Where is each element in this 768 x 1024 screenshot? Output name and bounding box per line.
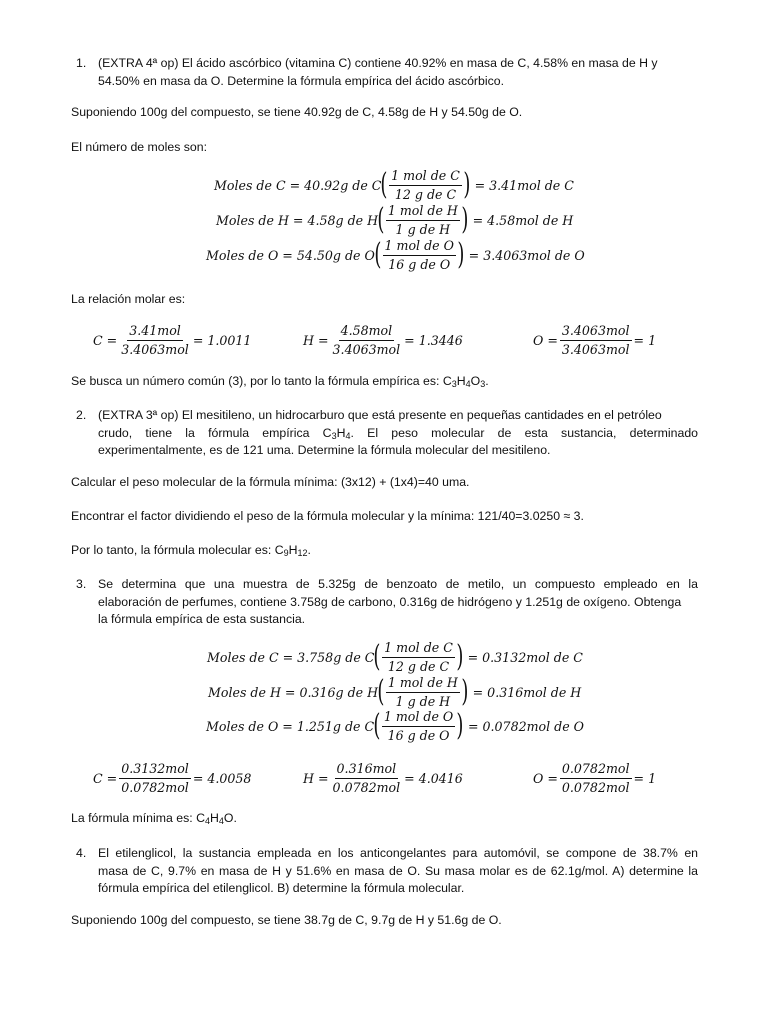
problem-3-line-2: elaboración de perfumes, contiene 3.758g de carbono, 0.316g de hidrógeno y 1.251g de oxígeno. Obtenga [98, 594, 682, 609]
ratio-fraction [119, 323, 191, 357]
problem-2-line-2: crudo, tiene la fórmula empírica $C_3H_4$. El peso molecular de esta sustancia, determinado [98, 425, 698, 441]
problem-2-number: 2. [76, 408, 87, 422]
problem-2-statement [98, 407, 698, 460]
ratio-rhs: = 1.3446 [404, 332, 463, 348]
problem-2-factor: Encontrar el factor dividiendo el peso de la fórmula molecular y la mínima: 121/40=3.0250 ≈ 3. [71, 509, 584, 523]
ratio-numerator: 3.4063mol [560, 323, 632, 341]
ratio-numerator: 3.41mol [127, 323, 183, 341]
problem-4-assumption: Suponiendo 100g del compuesto, se tiene 38.7g de C, 9.7g de H y 51.6g de O. [71, 913, 502, 927]
minimal-formula: $C_4H_4O$. [196, 811, 237, 826]
eq-denominator: 16 g de O [388, 257, 451, 272]
problem-4-statement [98, 845, 698, 898]
p1-moles-equation-o: Moles de O = 54.50g de O ( $\frac{\text{1 mol de O}}{\text{16 g de O}}$ ) = 3.4063mol de O [206, 237, 585, 272]
ratio-denominator: 3.4063mol [121, 342, 189, 357]
eq-denominator: 1 g de H [395, 222, 451, 237]
conclusion-text: Por lo tanto, la fórmula molecular es: [71, 543, 275, 557]
empirical-formula: $C_3H_4O_3$. [442, 374, 489, 389]
p1-ratio-o [533, 323, 656, 357]
problem-1-ratio-intro: La relación molar es: [71, 292, 186, 306]
eq-lhs: Moles de H = 4.58g de H [216, 212, 379, 228]
p3-ratio-c [93, 761, 251, 795]
ratio-fraction [560, 323, 632, 357]
p1-ratio-h [303, 323, 463, 357]
problem-1-moles-intro: El número de moles son: [71, 140, 208, 154]
ratio-rhs: = 1.0011 [192, 332, 252, 348]
problem-2-conclusion [71, 542, 311, 560]
problem-4-line-2: masa de C, 9.7% en masa de H y 51.6% en masa de O. Su masa molar es de 62.1g/mol. A) determine la [98, 863, 698, 878]
problem-1-line-1: (EXTRA 4ª op) El ácido ascórbico (vitamina C) contiene 40.92% en masa de C, 4.58% en masa de H y [98, 56, 658, 70]
eq-rhs: = 0.316mol de H [472, 684, 582, 700]
eq-numerator: 1 mol de H [386, 675, 460, 693]
molecular-formula: $C_9H_{12}$. [274, 543, 311, 558]
ratio-rhs: = 4.0416 [404, 770, 463, 786]
p3-moles-equation-h: Moles de H = 0.316g de H ( $\frac{\text{1 mol de H}}{\text{1 g de H}}$ ) = 0.316mol de H [208, 674, 582, 709]
conclusion-text: Se busca un número común (3), por lo tanto la fórmula empírica es: [71, 374, 443, 388]
eq-lhs: Moles de O = 54.50g de O [206, 247, 375, 263]
eq-numerator: 1 mol de H [386, 203, 460, 221]
eq-rhs: = 0.0782mol de O [467, 718, 584, 734]
p1-moles-equation-h: Moles de H = 4.58g de H ( $\frac{\text{1 mol de H}}{\text{1 g de H}}$ ) = 4.58mol de H [216, 202, 574, 237]
ratio-numerator: 0.0782mol [560, 761, 632, 779]
problem-1-assumption: Suponiendo 100g del compuesto, se tiene 40.92g de C, 4.58g de H y 54.50g de O. [71, 105, 523, 119]
problem-3-line-1: Se determina que una muestra de 5.325g de benzoato de metilo, un compuesto empleado en la [98, 577, 698, 591]
eq-fraction [386, 203, 460, 237]
eq-denominator: 16 g de O [387, 728, 450, 743]
eq-lhs: Moles de O = 1.251g de C [206, 718, 375, 734]
ratio-denominator: 0.0782mol [121, 780, 189, 795]
eq-numerator: 1 mol de O [383, 238, 456, 256]
ratio-fraction [119, 761, 191, 795]
problem-3-statement [98, 576, 698, 629]
eq-numerator: 1 mol de C [389, 168, 462, 186]
problem-1-statement [98, 55, 698, 90]
eq-fraction [386, 675, 460, 709]
ratio-fraction [331, 323, 403, 357]
ratio-lhs: H = [303, 332, 329, 348]
eq-denominator: 1 g de H [395, 694, 451, 709]
problem-3-number: 3. [76, 577, 87, 591]
p3-moles-equation-c: Moles de C = 3.758g de C ( $\frac{\text{1 mol de C}}{\text{12 g de C}}$ ) = 0.3132mol de C [207, 639, 583, 674]
ratio-rhs: = 4.0058 [192, 770, 252, 786]
problem-1-number: 1. [76, 56, 87, 70]
eq-fraction [382, 640, 455, 674]
eq-rhs: = 3.4063mol de O [468, 247, 585, 263]
p1-ratio-c [93, 323, 251, 357]
problem-2-calculation: Calcular el peso molecular de la fórmula mínima: (3x12) + (1x4)=40 uma. [71, 475, 470, 489]
ratio-lhs: O = [533, 770, 558, 786]
problem-4-line-3: fórmula empírica del etilenglicol. B) determine la fórmula molecular. [98, 881, 465, 895]
ratio-rhs: = 1 [633, 770, 657, 786]
eq-lhs: Moles de C = 3.758g de C [207, 649, 375, 665]
ratio-lhs: H = [303, 770, 329, 786]
eq-fraction [382, 709, 455, 743]
problem-4-number: 4. [76, 846, 87, 860]
eq-denominator: 12 g de C [387, 659, 450, 674]
eq-numerator: 1 mol de O [382, 709, 455, 727]
eq-denominator: 12 g de C [394, 187, 457, 202]
eq-fraction [389, 168, 462, 202]
eq-lhs: Moles de H = 0.316g de H [208, 684, 379, 700]
eq-lhs: Moles de C = 40.92g de C [214, 177, 382, 193]
eq-rhs: = 0.3132mol de C [467, 649, 583, 665]
ratio-numerator: 0.316mol [335, 761, 399, 779]
problem-3-conclusion [71, 810, 237, 828]
p3-ratio-h [303, 761, 463, 795]
problem-1-line-2: 54.50% en masa da O. Determine la fórmula empírica del ácido ascórbico. [98, 73, 504, 88]
ratio-denominator: 0.0782mol [332, 780, 401, 795]
ratio-denominator: 3.4063mol [332, 342, 401, 357]
p1-moles-equation-c: Moles de C = 40.92g de C ( $\frac{\text{1 mol de C}}{\text{12 g de C}}$ ) = 3.41mol de C [214, 167, 574, 202]
ratio-denominator: 0.0782mol [561, 780, 630, 795]
problem-2-line-1: (EXTRA 3ª op) El mesitileno, un hidrocarburo que está presente en pequeñas cantidades en el petróleo [98, 408, 662, 422]
ratio-numerator: 0.3132mol [119, 761, 191, 779]
p3-moles-equation-o: Moles de O = 1.251g de C ( $\frac{\text{1 mol de O}}{\text{16 g de O}}$ ) = 0.0782mol de O [206, 708, 584, 743]
problem-4-line-1: El etilenglicol, la sustancia empleada en los anticongelantes para automóvil, se compone de 38.7% en [98, 846, 698, 860]
eq-rhs: = 3.41mol de C [474, 177, 574, 193]
eq-numerator: 1 mol de C [382, 640, 455, 658]
ratio-lhs: O = [533, 332, 558, 348]
p3-ratio-o [533, 761, 656, 795]
problem-1-conclusion [71, 373, 489, 391]
ratio-fraction [560, 761, 632, 795]
ratio-fraction [331, 761, 403, 795]
ratio-lhs: C = [93, 770, 118, 786]
eq-rhs: = 4.58mol de H [472, 212, 574, 228]
ratio-denominator: 3.4063mol [561, 342, 630, 357]
problem-3-line-3: la fórmula empírica de esta sustancia. [98, 612, 306, 626]
ratio-rhs: = 1 [633, 332, 657, 348]
problem-2-line-3: experimentalmente, es de 121 uma. Determine la fórmula molecular del mesitileno. [98, 443, 551, 457]
eq-fraction [383, 238, 456, 272]
conclusion-text: La fórmula mínima es: [71, 811, 197, 825]
ratio-lhs: C = [93, 332, 118, 348]
ratio-numerator: 4.58mol [339, 323, 395, 341]
